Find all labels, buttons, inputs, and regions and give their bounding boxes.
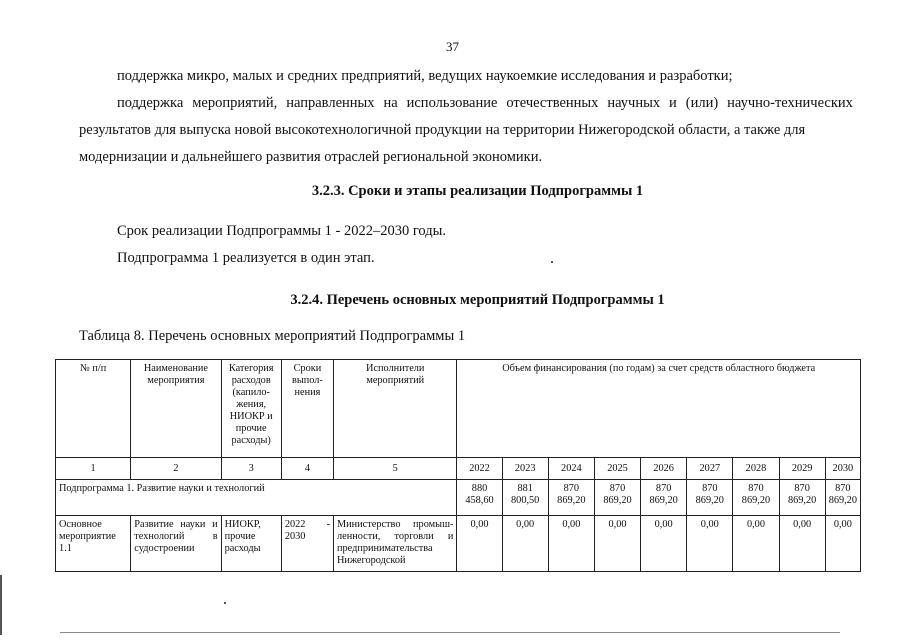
event-value-2029: 0,00 xyxy=(779,516,825,572)
subprogram-value-2025: 870 869,20 xyxy=(594,480,640,516)
year-header: 2024 xyxy=(548,458,594,480)
event-value-2022: 0,00 xyxy=(457,516,502,572)
subprogram-label: Подпрограмма 1. Развитие науки и технологий xyxy=(56,480,457,516)
stage-text: Подпрограмма 1 реализуется в один этап. xyxy=(117,250,375,266)
paragraph-support-events-line1 xyxy=(117,90,853,117)
subprogram-value-2030: 870 869,20 xyxy=(825,480,860,516)
header-financing: Объем финансирования (по годам) за счет средств областного бюджета xyxy=(457,360,861,458)
word: направленных xyxy=(286,95,375,111)
header-num: № п/п xyxy=(56,360,131,458)
year-header: 2030 xyxy=(825,458,860,480)
event-value-2026: 0,00 xyxy=(641,516,687,572)
scan-bottom-line xyxy=(60,632,840,633)
word: научных xyxy=(607,95,661,111)
event-row xyxy=(56,516,861,572)
word: отечественных xyxy=(506,95,599,111)
event-executor: Министерство промыш- ленности, торговли и предпринимательства Нижегородской xyxy=(334,516,457,572)
event-value-2025: 0,00 xyxy=(594,516,640,572)
subprogram-value-2023: 881 800,50 xyxy=(502,480,548,516)
subprogram-value-2024: 870 869,20 xyxy=(548,480,594,516)
table-caption: Таблица 8. Перечень основных мероприятий Подпрограммы 1 xyxy=(79,328,466,344)
year-header: 2029 xyxy=(779,458,825,480)
page-number: 37 xyxy=(446,39,459,54)
event-value-2023: 0,00 xyxy=(502,516,548,572)
word: (или) xyxy=(685,95,719,111)
header-category: Категория расходов (капило- жения, НИОКР и прочие расходы) xyxy=(221,360,281,458)
event-name: Развитие науки и технологий в судостроении xyxy=(131,516,221,572)
term-text: Срок реализации Подпрограммы 1 - 2022–2030 годы. xyxy=(117,223,446,239)
word: мероприятий, xyxy=(192,95,278,111)
scan-dot xyxy=(224,602,226,604)
year-header: 2022 xyxy=(457,458,502,480)
paragraph-support-smb: поддержка микро, малых и средних предприятий, ведущих наукоемкие исследования и разработки; xyxy=(117,68,733,84)
event-value-2028: 0,00 xyxy=(733,516,779,572)
header-executors: Исполнители мероприятий xyxy=(334,360,457,458)
column-number-row xyxy=(56,458,861,480)
year-header: 2026 xyxy=(641,458,687,480)
header-terms: Сроки выпол- нения xyxy=(281,360,333,458)
year-header: 2023 xyxy=(502,458,548,480)
paragraph-support-events-line3: модернизации и дальнейшего развития отраслей региональной экономики. xyxy=(79,149,543,165)
section-heading-events: 3.2.4. Перечень основных мероприятий Подпрограммы 1 xyxy=(290,292,665,308)
subprogram-value-2022: 880 458,60 xyxy=(457,480,502,516)
subprogram-row xyxy=(56,480,861,516)
subprogram-value-2029: 870 869,20 xyxy=(779,480,825,516)
year-header: 2025 xyxy=(594,458,640,480)
column-number: 1 xyxy=(56,458,131,480)
events-table xyxy=(55,359,861,572)
column-number: 4 xyxy=(281,458,333,480)
word: поддержка xyxy=(117,95,184,111)
column-number: 3 xyxy=(221,458,281,480)
event-value-2024: 0,00 xyxy=(548,516,594,572)
table-header-row xyxy=(56,360,861,458)
year-header: 2028 xyxy=(733,458,779,480)
event-number: Основное мероприятие 1.1 xyxy=(56,516,131,572)
word: использование xyxy=(406,95,498,111)
event-category: НИОКР, прочие расходы xyxy=(221,516,281,572)
event-value-2027: 0,00 xyxy=(687,516,733,572)
subprogram-value-2028: 870 869,20 xyxy=(733,480,779,516)
subprogram-value-2027: 870 869,20 xyxy=(687,480,733,516)
word: и xyxy=(669,95,677,111)
column-number: 5 xyxy=(334,458,457,480)
event-value-2030: 0,00 xyxy=(825,516,860,572)
paragraph-support-events-line2: результатов для выпуска новой высокотехнологичной продукции на территории Нижегородской области, а также для xyxy=(79,122,806,138)
section-heading-terms: 3.2.3. Сроки и этапы реализации Подпрограммы 1 xyxy=(311,183,644,199)
scan-dot xyxy=(551,261,553,263)
column-number: 2 xyxy=(131,458,221,480)
subprogram-value-2026: 870 869,20 xyxy=(641,480,687,516)
header-name: Наименование мероприятия xyxy=(131,360,221,458)
year-header: 2027 xyxy=(687,458,733,480)
word: на xyxy=(383,95,398,111)
event-terms: 2022 - 2030 xyxy=(281,516,333,572)
word: научно-технических xyxy=(727,95,853,111)
scan-edge-mark xyxy=(0,575,2,635)
